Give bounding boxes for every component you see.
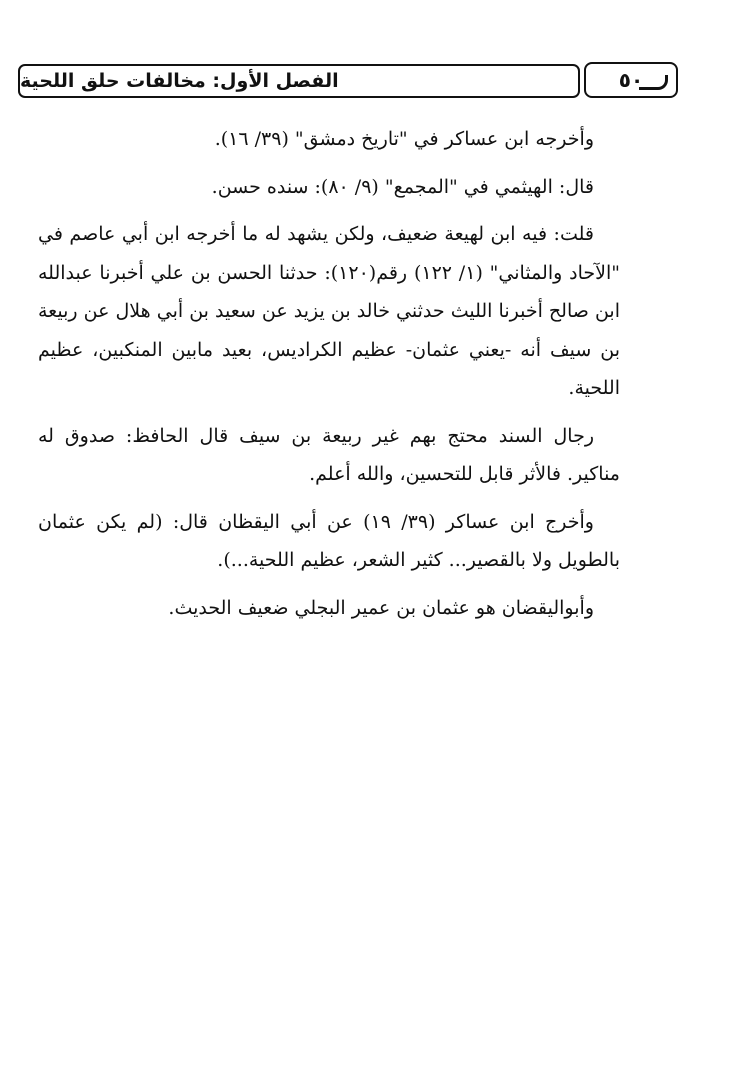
page-number: ٥٠ [618, 68, 644, 92]
paragraph-4: رجال السند محتج بهم غير ربيعة بن سيف قال الحافظ: صدوق له مناكير. فالأثر قابل للتحسين، والله أعلم. [38, 424, 620, 485]
page-header [18, 64, 678, 100]
paragraph-3: قلت: فيه ابن لهيعة ضعيف، ولكن يشهد له ما أخرجه ابن أبي عاصم في "الآحاد والمثاني" (١/ ١٢٢) رقم(١٢٠): حدثنا الحسن بن علي أخبرنا عبدالله ابن صالح أخبرنا الليث حدثني خالد بن يزيد عن سعيد بن أبي هلال عن ربيعة بن سيف أنه -يعني عثمان- عظيم الكراديس، بعيد مابين المنكبين، عظيم اللحية. [38, 223, 620, 399]
paragraph-5: وأخرج ابن عساكر (٣٩/ ١٩) عن أبي اليقظان قال: (لم يكن عثمان بالطويل ولا بالقصير... كثير الشعر، عظيم اللحية...). [38, 510, 620, 571]
chapter-title: الفصل الأول: مخالفات حلق اللحية [20, 70, 339, 92]
paragraph-6: وأبواليقضان هو عثمان بن عمير البجلي ضعيف الحديث. [168, 596, 594, 619]
page-corner-ornament [639, 75, 668, 90]
paragraph-2: قال: الهيثمي في "المجمع" (٩/ ٨٠): سنده حسن. [211, 175, 594, 198]
page-body [38, 120, 620, 636]
chapter-title-box [18, 64, 580, 98]
paragraph-1: وأخرجه ابن عساكر في "تاريخ دمشق" (٣٩/ ١٦). [214, 128, 594, 150]
page-number-box [584, 62, 678, 98]
